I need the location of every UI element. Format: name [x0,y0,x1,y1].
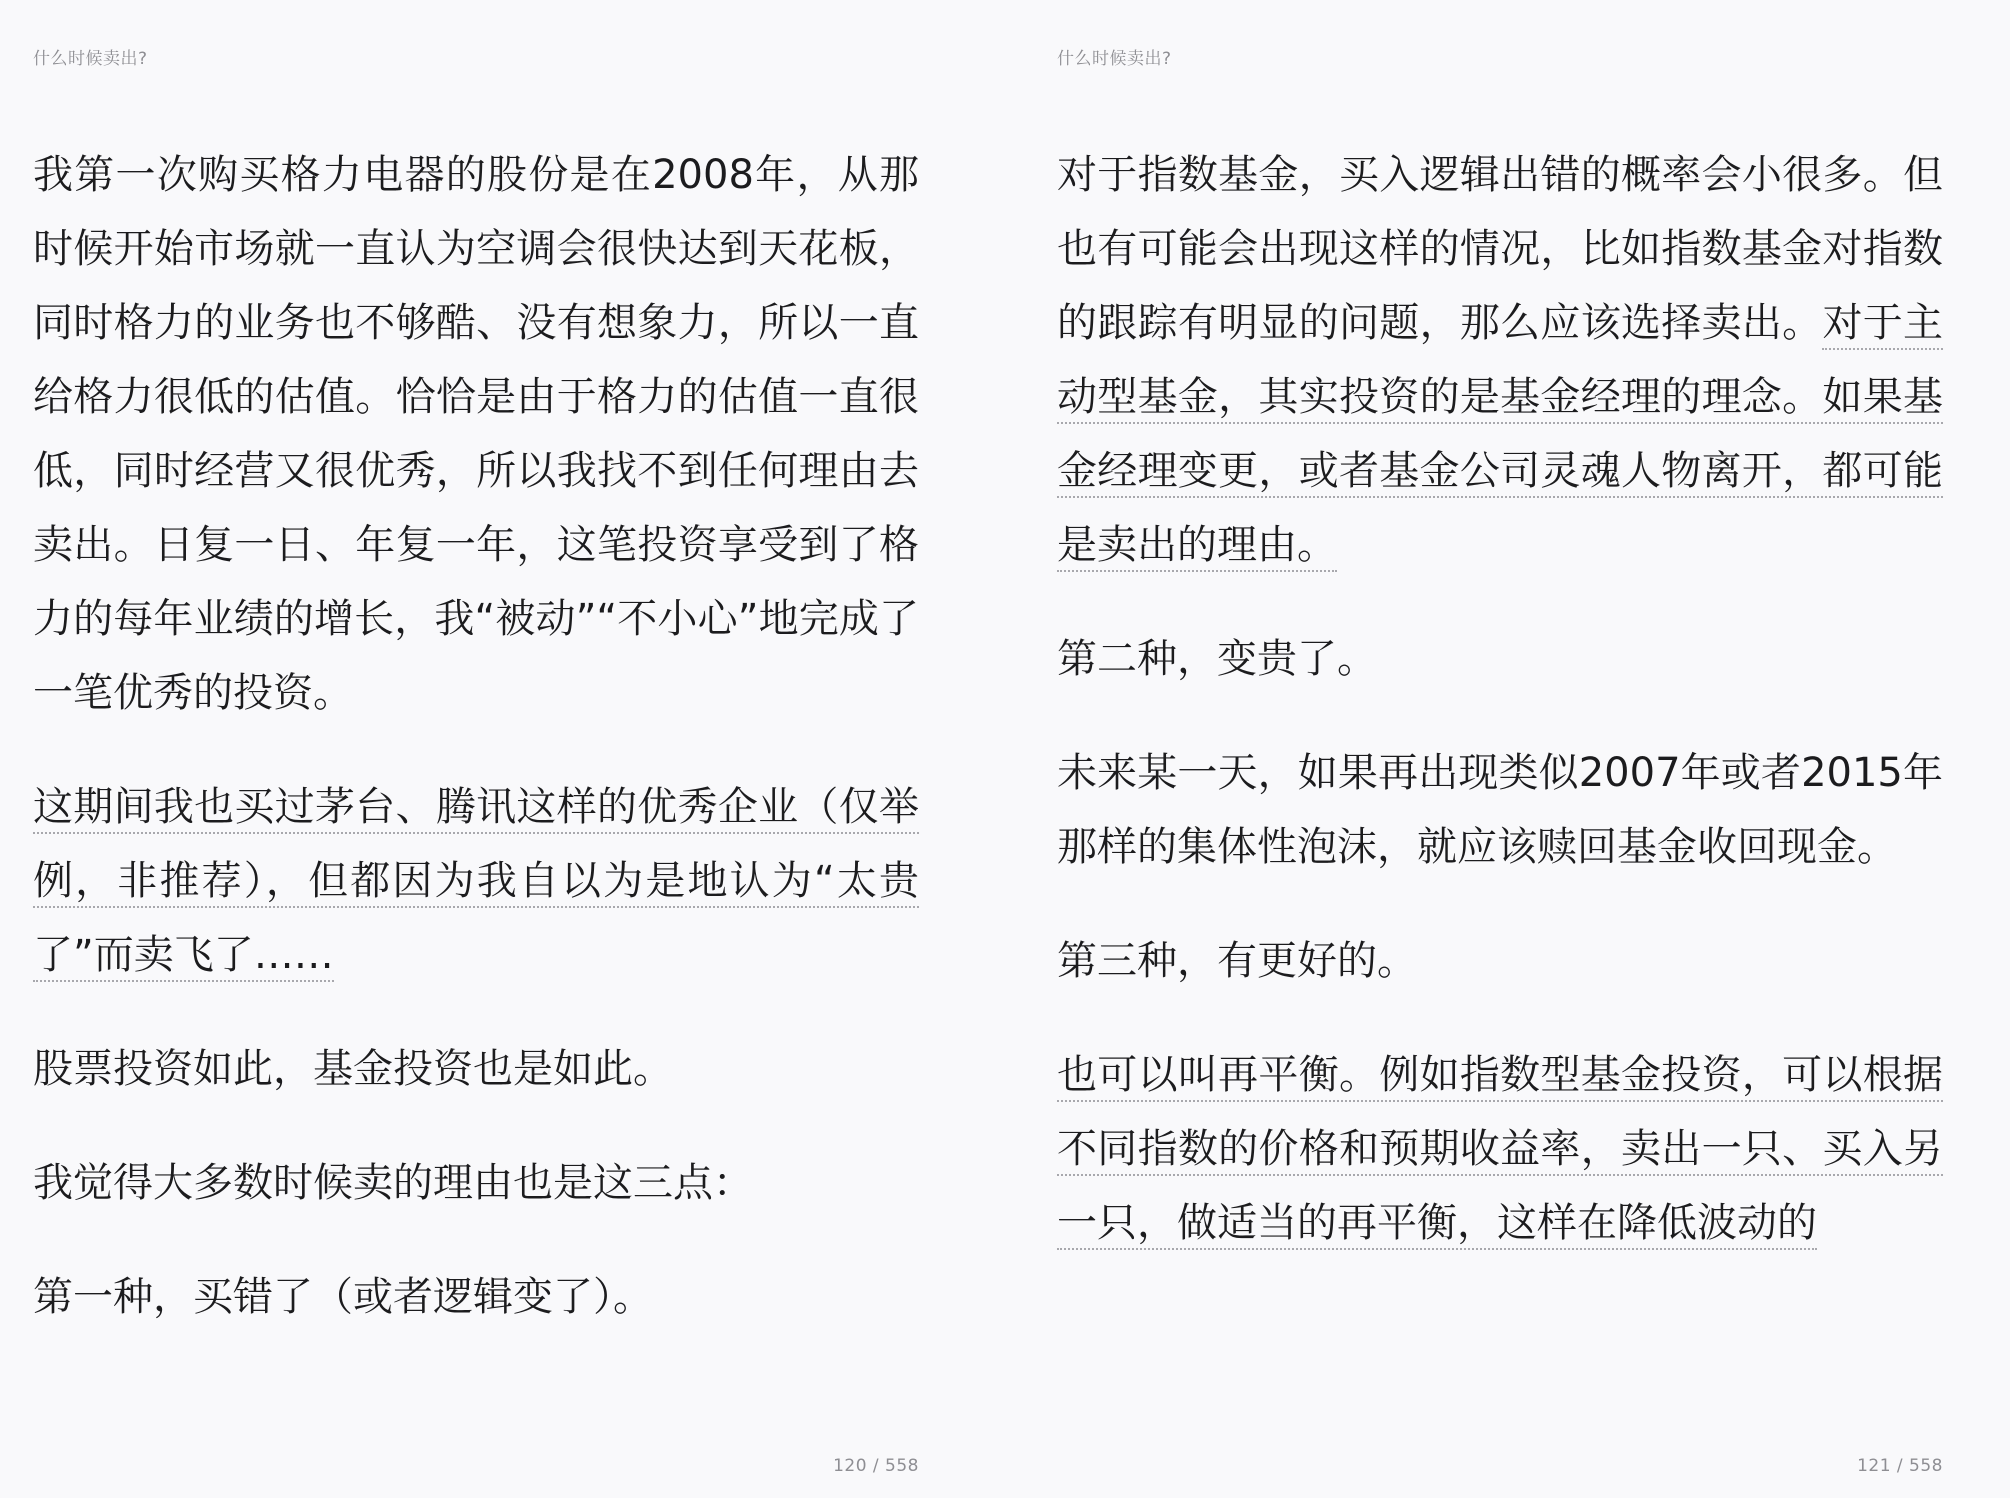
page-number: 120 / 558 [833,1456,919,1476]
highlighted-paragraph[interactable] [33,770,919,992]
paragraph [1057,736,1943,884]
paragraph-text: 第二种，变贵了。 [1057,636,1377,682]
page-body [33,138,919,1374]
running-head: 什么时候卖出? [1057,49,1172,69]
underlined-text[interactable]: 对于主动型基金，其实投资的是基金经理的理念。如果基金经理变更，或者基金公司灵魂人物离开，都可能是卖出的理由。 [1057,300,1943,572]
paragraph [1057,138,1943,582]
right-page[interactable] [1057,0,1943,1498]
paragraph [33,1260,919,1334]
highlighted-paragraph[interactable] [1057,1038,1943,1260]
paragraph-text: 未来某一天，如果再出现类似2007年或者2015年那样的集体性泡沫，就应该赎回基金收回现金。 [1057,750,1943,870]
paragraph-text: 我觉得大多数时候卖的理由也是这三点： [33,1160,753,1206]
paragraph [33,1146,919,1220]
underlined-text[interactable]: 也可以叫再平衡。例如指数型基金投资，可以根据不同指数的价格和预期收益率，卖出一只、买入另一只，做适当的再平衡，这样在降低波动的 [1057,1052,1943,1250]
running-head: 什么时候卖出? [33,49,148,69]
paragraph [33,1032,919,1106]
underlined-text[interactable]: 这期间我也买过茅台、腾讯这样的优秀企业（仅举例，非推荐），但都因为我自以为是地认为“太贵了”而卖飞了…… [33,784,919,982]
paragraph-text: 第三种，有更好的。 [1057,938,1417,984]
paragraph-text: 股票投资如此，基金投资也是如此。 [33,1046,673,1092]
paragraph [33,138,919,730]
page-body [1057,138,1943,1300]
paragraph-text: 我第一次购买格力电器的股份是在2008年，从那时候开始市场就一直认为空调会很快达到天花板，同时格力的业务也不够酷、没有想象力，所以一直给格力很低的估值。恰恰是由于格力的估值一直很低，同时经营又很优秀，所以我找不到任何理由去卖出。日复一日、年复一年，这笔投资享受到了格力的每年业绩的增长，我“被动”“不小心”地完成了一笔优秀的投资。 [33,152,919,716]
paragraph-text: 第一种，买错了（或者逻辑变了）。 [33,1274,653,1320]
left-page[interactable] [33,0,919,1498]
paragraph [1057,622,1943,696]
page-number: 121 / 558 [1857,1456,1943,1476]
paragraph [1057,924,1943,998]
paragraph-text: 对于指数基金，买入逻辑出错的概率会小很多。但也有可能会出现这样的情况，比如指数基金对指数的跟踪有明显的问题，那么应该选择卖出。 [1057,152,1943,346]
